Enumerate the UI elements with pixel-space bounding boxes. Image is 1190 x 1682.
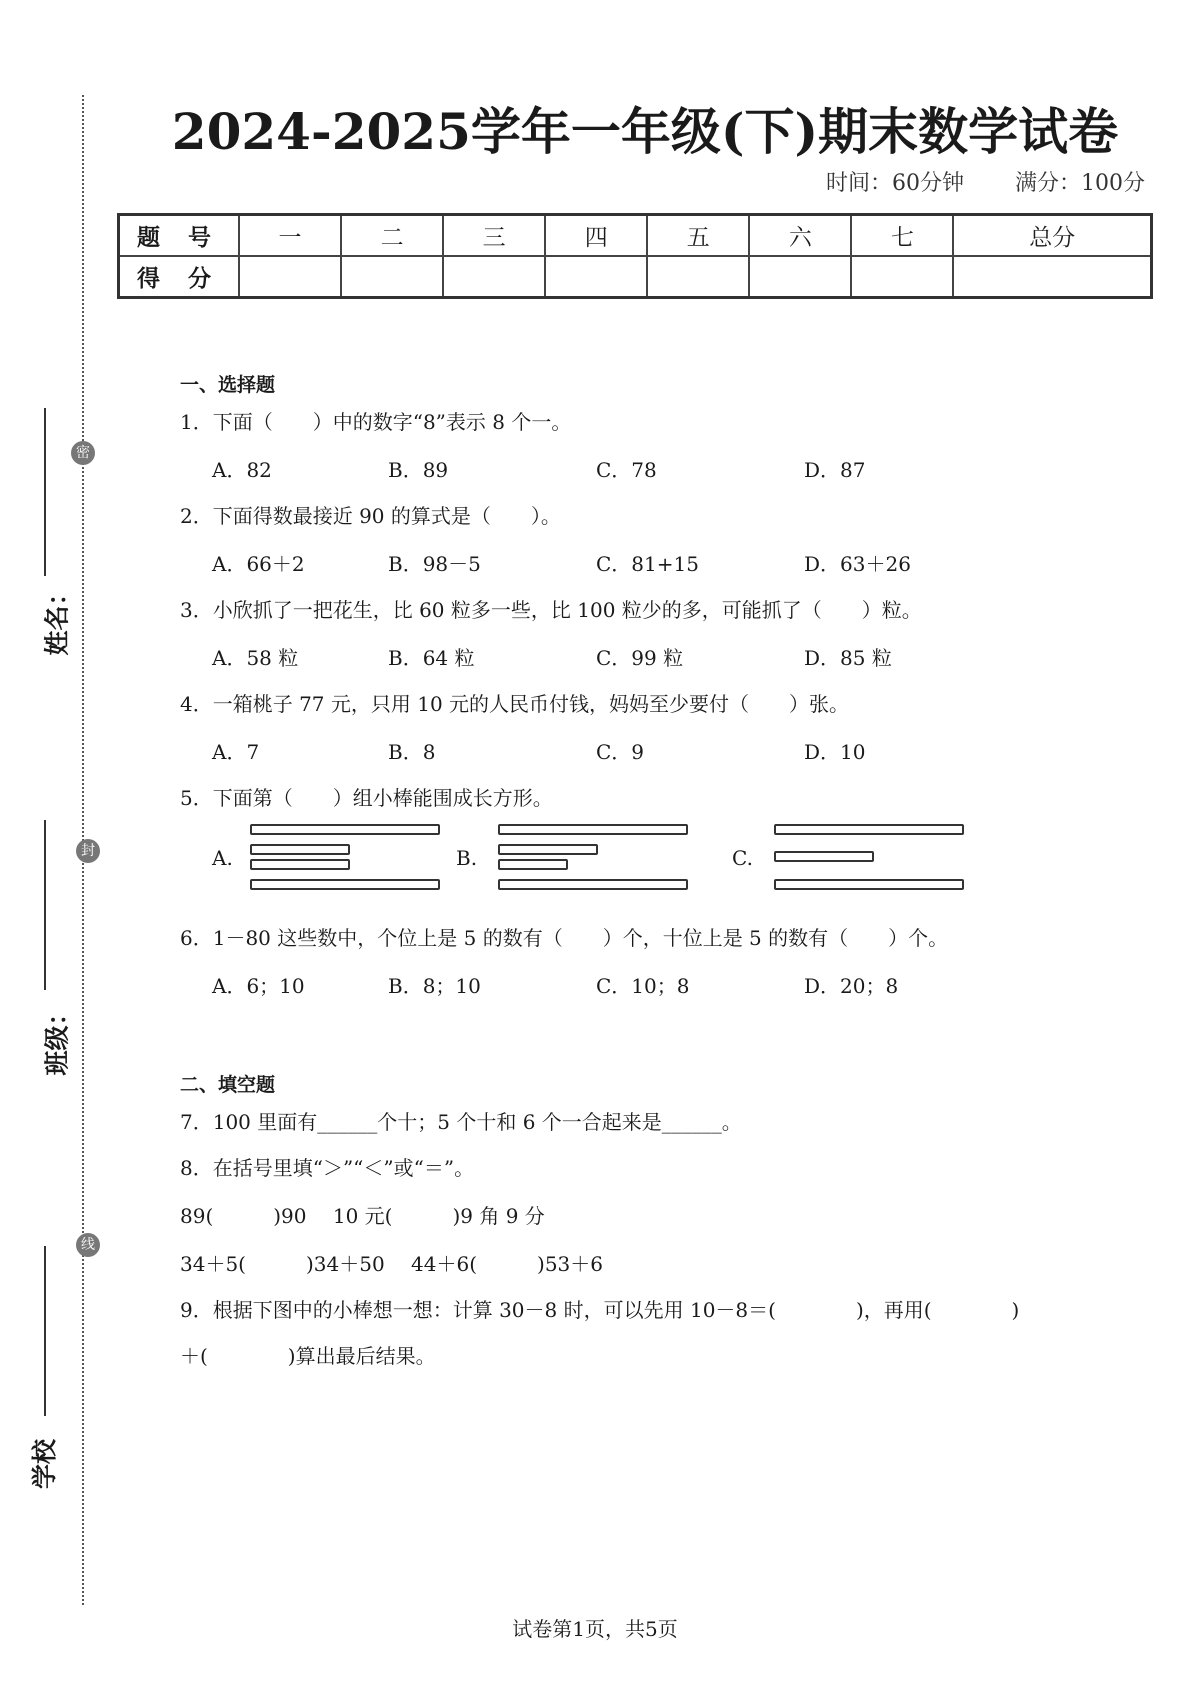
option-c[interactable]: C．78 [596, 458, 657, 482]
question-9: 9．根据下图中的小棒想一想：计算 30－8 时，可以先用 10－8＝( )，再用( ) [180, 1298, 1020, 1322]
option-d[interactable]: D．87 [804, 458, 866, 482]
question-2: 2．下面得数最接近 90 的算式是（ ）。 [180, 504, 561, 528]
option-a[interactable]: A．82 [212, 458, 272, 482]
question-1-options [212, 454, 1062, 482]
school-label: 学校 [30, 1438, 60, 1490]
score-cell[interactable] [341, 256, 443, 298]
option-b[interactable]: B．8；10 [388, 974, 481, 998]
seal-mark-mi: 密 [71, 441, 95, 465]
score-cell[interactable] [749, 256, 851, 298]
score-cell[interactable] [647, 256, 749, 298]
stick [774, 851, 874, 862]
name-label: 姓名： [42, 580, 72, 656]
stick [250, 879, 440, 890]
score-cell-header: 三 [443, 215, 545, 257]
option-c[interactable]: C．81+15 [596, 552, 699, 576]
question-4-options [212, 736, 1062, 764]
question-1: 1．下面（ ）中的数字“8”表示 8 个一。 [180, 410, 572, 434]
question-6-options [212, 970, 1062, 998]
option-b[interactable]: B．98－5 [388, 552, 481, 576]
school-line [44, 1246, 46, 1416]
question-8-line-1: 89( )90 10 元( )9 角 9 分 [180, 1204, 545, 1228]
score-cell[interactable] [443, 256, 545, 298]
class-line [44, 820, 46, 990]
option-a[interactable]: A. [212, 846, 233, 870]
option-d[interactable]: D．63＋26 [804, 552, 911, 576]
score-cell-header: 四 [545, 215, 647, 257]
score-cell[interactable] [239, 256, 341, 298]
question-3-options [212, 642, 1062, 670]
option-d[interactable]: D．10 [804, 740, 866, 764]
question-6: 6．1－80 这些数中，个位上是 5 的数有（ ）个，十位上是 5 的数有（ ）个。 [180, 926, 949, 950]
question-3: 3．小欣抓了一把花生，比 60 粒多一些，比 100 粒少的多，可能抓了（ ）粒。 [180, 598, 922, 622]
score-cell[interactable] [851, 256, 953, 298]
score-cell-header: 五 [647, 215, 749, 257]
score-table-score-row [119, 256, 1152, 298]
section-title-choice: 一、选择题 [180, 374, 276, 396]
class-label: 班级： [42, 1000, 72, 1076]
section-title-fill: 二、填空题 [180, 1074, 276, 1096]
stick [250, 859, 350, 870]
option-a[interactable]: A．66＋2 [212, 552, 305, 576]
seal-mark-feng: 封 [76, 839, 100, 863]
option-c[interactable]: C．99 粒 [596, 646, 684, 670]
option-c[interactable]: C. [732, 846, 753, 870]
score-cell-header: 一 [239, 215, 341, 257]
stick-group-b [498, 824, 698, 904]
stick [250, 844, 350, 855]
stick-group-c [774, 824, 974, 904]
score-cell-header: 六 [749, 215, 851, 257]
stick [250, 824, 440, 835]
exam-full-score: 满分：100分 [1015, 171, 1145, 196]
option-d[interactable]: D．20；8 [804, 974, 899, 998]
exam-meta [782, 166, 1145, 197]
option-a[interactable]: A．7 [212, 740, 260, 764]
question-4: 4．一箱桃子 77 元，只用 10 元的人民币付钱，妈妈至少要付（ ）张。 [180, 692, 850, 716]
option-b[interactable]: B．64 粒 [388, 646, 475, 670]
question-8-line-2: 34＋5( )34＋50 44＋6( )53＋6 [180, 1252, 603, 1276]
stick [774, 879, 964, 890]
question-2-options [212, 548, 1062, 576]
score-cell-label: 得 分 [119, 256, 240, 298]
option-c[interactable]: C．9 [596, 740, 645, 764]
score-cell-header: 总分 [953, 215, 1151, 257]
stick-group-a [250, 824, 450, 904]
exam-title: 2024-2025学年一年级(下)期末数学试卷 [171, 102, 1119, 161]
option-b[interactable]: B. [456, 846, 478, 870]
score-table [117, 213, 1153, 299]
score-cell-header: 七 [851, 215, 953, 257]
option-b[interactable]: B．8 [388, 740, 436, 764]
option-a[interactable]: A．6；10 [212, 974, 305, 998]
option-a[interactable]: A．58 粒 [212, 646, 299, 670]
question-9-line-2: ＋( )算出最后结果。 [180, 1344, 436, 1368]
question-8: 8．在括号里填“＞”“＜”或“＝”。 [180, 1156, 475, 1180]
question-7: 7．100 里面有______个十；5 个十和 6 个一合起来是______。 [180, 1110, 742, 1134]
stick [498, 859, 568, 870]
exam-time: 时间：60分钟 [826, 171, 964, 196]
stick [774, 824, 964, 835]
option-d[interactable]: D．85 粒 [804, 646, 892, 670]
score-cell-header: 题 号 [119, 215, 240, 257]
stick [498, 879, 688, 890]
score-cell[interactable] [953, 256, 1151, 298]
stick [498, 824, 688, 835]
score-table-header-row [119, 215, 1152, 257]
option-b[interactable]: B．89 [388, 458, 449, 482]
question-5: 5．下面第（ ）组小棒能围成长方形。 [180, 786, 553, 810]
score-cell[interactable] [545, 256, 647, 298]
name-line [44, 408, 46, 576]
stick [498, 844, 598, 855]
option-c[interactable]: C．10；8 [596, 974, 690, 998]
page-footer: 试卷第1页，共5页 [512, 1617, 678, 1641]
score-cell-header: 二 [341, 215, 443, 257]
seal-mark-xian: 线 [76, 1233, 100, 1257]
